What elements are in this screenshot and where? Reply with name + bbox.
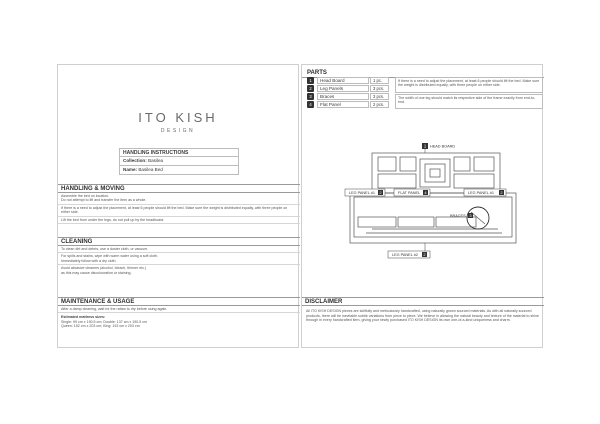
mattress-sizes-line-1: Single: 99 cm x 190.5 cm; Double: 137 cm x 190.5 cm xyxy=(61,319,148,324)
name-value: Basilea Bed xyxy=(138,167,163,172)
maintenance-section xyxy=(58,297,300,330)
handling-moving-section xyxy=(58,184,300,224)
bed-frame-outline xyxy=(350,193,516,243)
disclaimer-section xyxy=(302,297,544,326)
leg-panel-left-label: LEG PANEL #1 xyxy=(349,191,375,195)
handling-moving-line-3: Lift the bed from under the legs, do not pull up by the headboard. xyxy=(58,217,300,224)
handling-moving-line-2: If there is a need to adjust the placement, at least 6 people should lift the bed. Make sure the weight is distributed equally, with three people on either side. xyxy=(58,205,300,217)
disclaimer-text: All ITO KISH DESIGN pieces are skillfully and meticulously handcrafted, using naturally grown sourced materials. As with all naturally sourced products, there will be inevitable subtle variations from piece to piece. We believe in allowing the natural beauty and texture of the material to shine through in every handcrafted item, giving your newly purchased ITO KISH DESIGN its own one-of-a-kind uniqueness and charm. xyxy=(306,309,540,323)
collection-row xyxy=(119,157,239,166)
part-name: Flat Panel xyxy=(317,101,369,108)
flat-panel-label: FLAT PANEL xyxy=(398,191,421,195)
part-quantity: 3 pcs. xyxy=(370,85,389,92)
leg-panel-bottom-label: LEG PANEL #2 xyxy=(392,253,418,257)
leg-panel-right-number: 2 xyxy=(500,190,503,195)
part-quantity: 1 pc. xyxy=(370,77,389,84)
braces-number: 3 xyxy=(469,213,472,218)
disclaimer-title: DISCLAIMER xyxy=(302,297,544,306)
mattress-sizes-title: Estimated mattress sizes: xyxy=(61,315,106,320)
part-number-badge: 3 xyxy=(307,93,314,100)
parts-title: PARTS xyxy=(302,69,544,78)
part-name: Braces xyxy=(317,93,369,100)
collection-label: Collection: xyxy=(123,158,147,163)
part-quantity: 2 pcs. xyxy=(370,101,389,108)
cleaning-line-2: For spills and stains, wipe with warm water using a soft cloth. Immediately follow with a dry cloth. xyxy=(58,253,300,265)
right-page xyxy=(301,64,543,348)
part-number-badge: 4 xyxy=(307,101,314,108)
head-board-label: HEAD BOARD xyxy=(430,144,456,149)
name-row xyxy=(119,166,239,175)
left-page xyxy=(57,64,299,348)
part-number-badge: 1 xyxy=(307,77,314,84)
cleaning-title: CLEANING xyxy=(58,237,300,246)
cleaning-line-3: Avoid abrasive cleaners (alcohol, bleach, thinner etc.) as this may cause discolouration or staining. xyxy=(61,266,147,275)
collection-value: Basilea xyxy=(148,158,164,163)
flat-panel-number: 4 xyxy=(424,190,427,195)
handling-instructions-box xyxy=(119,148,239,175)
part-number-badge: 2 xyxy=(307,85,314,92)
part-quantity: 3 pcs. xyxy=(370,93,389,100)
leg-panel-bottom-number: 2 xyxy=(423,252,426,257)
parts-note-leg-width: The width of one leg should match its respective side of the frame exactly from end-to-end. xyxy=(395,94,543,109)
cleaning-line-1: To clean dirt and debris, use a duster cloth, or vacuum. xyxy=(58,246,300,253)
bed-assembly-diagram xyxy=(302,141,544,271)
maintenance-line: After a damp cleaning, wait for the rattan to dry before using again. xyxy=(58,306,300,313)
leg-panel-left-number: 2 xyxy=(379,190,382,195)
brand-subtitle: DESIGN xyxy=(160,128,196,134)
head-board-badge-number: 1 xyxy=(423,143,427,149)
braces-label: BRACES xyxy=(450,214,466,218)
part-name: Head Board xyxy=(317,77,369,84)
cleaning-section xyxy=(58,237,300,276)
mattress-sizes-line-2: Queen: 152 cm x 203 cm; King: 193 cm x 203 cm xyxy=(61,324,140,329)
maintenance-title: MAINTENANCE & USAGE xyxy=(58,297,300,306)
leg-panel-right-label: LEG PANEL #1 xyxy=(468,191,494,195)
part-name: Leg Panels xyxy=(317,85,369,92)
brand-name: ITO KISH xyxy=(138,110,218,125)
name-label: Name: xyxy=(123,167,138,172)
parts-note-placement: If there is a need to adjust the placement, at least 6 people should lift the bed. Make sure the weight is distributed equally, with three people on either side. xyxy=(395,77,543,93)
handling-instructions-title: HANDLING INSTRUCTIONS xyxy=(119,148,239,157)
handling-moving-line-1: Assemble the bed on location. Do not attempt to lift and transfer the item as a whole. xyxy=(58,193,300,205)
handling-moving-title: HANDLING & MOVING xyxy=(58,184,300,193)
